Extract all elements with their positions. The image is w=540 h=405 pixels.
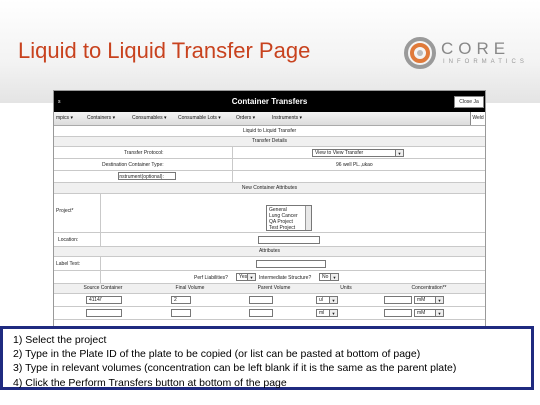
parent-volume-input[interactable]: [249, 296, 273, 304]
options-row: [54, 271, 485, 284]
chevron-down-icon: ▼: [435, 297, 443, 303]
project-row: [54, 194, 485, 233]
conc-units-select[interactable]: [414, 296, 444, 304]
instrument-label: Instrument(optional):: [118, 174, 164, 180]
project-option[interactable]: QA Project: [269, 219, 293, 225]
core-informatics-logo: [403, 36, 533, 76]
attributes-header: Attributes: [258, 248, 281, 254]
dest-type-label: Destination Container Type:: [102, 162, 164, 168]
final-volume-input[interactable]: [171, 309, 191, 317]
conc-units-select[interactable]: [414, 309, 444, 317]
page-header: Liquid to Liquid Transfer: [242, 128, 297, 134]
new-container-attrs-header: New Container Attributes: [241, 185, 298, 191]
nav-item-orders[interactable]: Orders ▾: [236, 115, 256, 121]
logo-subtitle: INFORMATICS: [443, 59, 528, 65]
nav-item-containers[interactable]: Containers ▾: [87, 115, 116, 121]
table-header: [54, 284, 485, 294]
instrument-input[interactable]: [118, 172, 176, 180]
source-input[interactable]: 4114/’: [86, 296, 122, 304]
app-screenshot: [53, 90, 486, 330]
col-concentration: Concentration**: [411, 285, 447, 291]
location-row: [54, 233, 485, 247]
transfer-protocol-label: Transfer Protocol:: [124, 150, 164, 156]
nav-right-item[interactable]: Weld: [470, 112, 485, 125]
instruction-step: 4) Click the Perform Transfers button at bottom of the page: [13, 376, 287, 389]
units-select[interactable]: [316, 296, 338, 304]
transfer-details-header: Transfer Details: [251, 138, 288, 144]
conc-units-value: mM: [417, 297, 426, 303]
table-row: [54, 294, 485, 307]
logo-mark-icon: [403, 36, 437, 70]
concentration-input[interactable]: [384, 296, 412, 304]
transfer-protocol-select[interactable]: [312, 149, 404, 157]
intermediate-select[interactable]: [319, 273, 339, 281]
col-final-volume: Final Volume: [175, 285, 205, 291]
project-label: Project*: [56, 208, 74, 214]
nav-item-consumables[interactable]: Consumables ▾: [132, 115, 167, 121]
project-listbox[interactable]: [266, 205, 312, 231]
parent-volume-input[interactable]: [249, 309, 273, 317]
transfer-details-row: [54, 137, 485, 147]
col-parent-volume: Parent Volume: [257, 285, 291, 291]
top-left-text: s: [58, 99, 61, 105]
source-input[interactable]: [86, 309, 122, 317]
transfer-protocol-row: [54, 147, 485, 159]
final-volume-input[interactable]: 2: [171, 296, 191, 304]
conc-units-value: mM: [417, 310, 426, 316]
project-option[interactable]: Lung Cancer: [269, 213, 298, 219]
location-label: Location:: [58, 237, 79, 243]
col-units: Units: [340, 285, 352, 291]
app-nav-bar: [54, 112, 485, 126]
label-text-label: Label Text:: [56, 261, 81, 267]
chevron-down-icon: ▼: [435, 310, 443, 316]
nav-item-instruments[interactable]: Instruments ▾: [272, 115, 303, 121]
perf-label: Perf Liabilities?: [194, 275, 228, 281]
units-select[interactable]: [316, 309, 338, 317]
dest-type-value: 96 well PL.,ukao: [336, 162, 373, 168]
perf-value: Yes: [239, 274, 248, 280]
listbox-scrollbar[interactable]: [305, 206, 311, 230]
instruction-step: 2) Type in the Plate ID of the plate to be copied (or list can be pasted at bottom of page): [13, 348, 421, 361]
chevron-down-icon: ▼: [395, 150, 403, 156]
instrument-row: [54, 171, 485, 183]
units-value: ul: [319, 297, 323, 303]
concentration-input[interactable]: [384, 309, 412, 317]
app-title: Container Transfers: [231, 97, 308, 106]
units-value: ml: [319, 310, 325, 316]
intermediate-value: No: [322, 274, 329, 280]
location-input[interactable]: [258, 236, 320, 244]
slide-title: Liquid to Liquid Transfer Page: [18, 38, 311, 63]
dest-type-row: [54, 159, 485, 171]
instruction-step: 1) Select the project: [13, 334, 107, 346]
chevron-down-icon: ▼: [329, 297, 337, 303]
project-option[interactable]: Test Project: [269, 225, 296, 231]
logo-word: CORE: [441, 39, 511, 58]
instruction-step: 3) Type in relevant volumes (concentration can be left blank if it is the same as the parent plate): [13, 362, 457, 375]
attributes-row: [54, 247, 485, 257]
nav-item-consumable-lots[interactable]: Consumable Lots ▾: [178, 115, 221, 121]
slide-header: [0, 0, 540, 103]
transfer-protocol-value: View to View Transfer: [315, 150, 364, 156]
new-container-attrs-row: [54, 183, 485, 194]
chevron-down-icon: ▼: [330, 274, 338, 280]
intermediate-label: Intermediate Structure?: [259, 275, 312, 281]
label-text-row: [54, 257, 485, 271]
label-text-input[interactable]: [256, 260, 326, 268]
project-option[interactable]: General: [269, 207, 287, 213]
close-button[interactable]: Close Ja: [454, 96, 484, 108]
nav-item-projects[interactable]: mpics ▾: [56, 115, 73, 121]
page-header-row: [54, 126, 485, 137]
perf-select[interactable]: [236, 273, 256, 281]
app-title-bar: [54, 91, 485, 112]
chevron-down-icon: ▼: [247, 274, 255, 280]
instructions-box: [0, 326, 534, 390]
col-source: Source Container: [83, 285, 123, 291]
chevron-down-icon: ▼: [329, 310, 337, 316]
table-row: [54, 307, 485, 320]
